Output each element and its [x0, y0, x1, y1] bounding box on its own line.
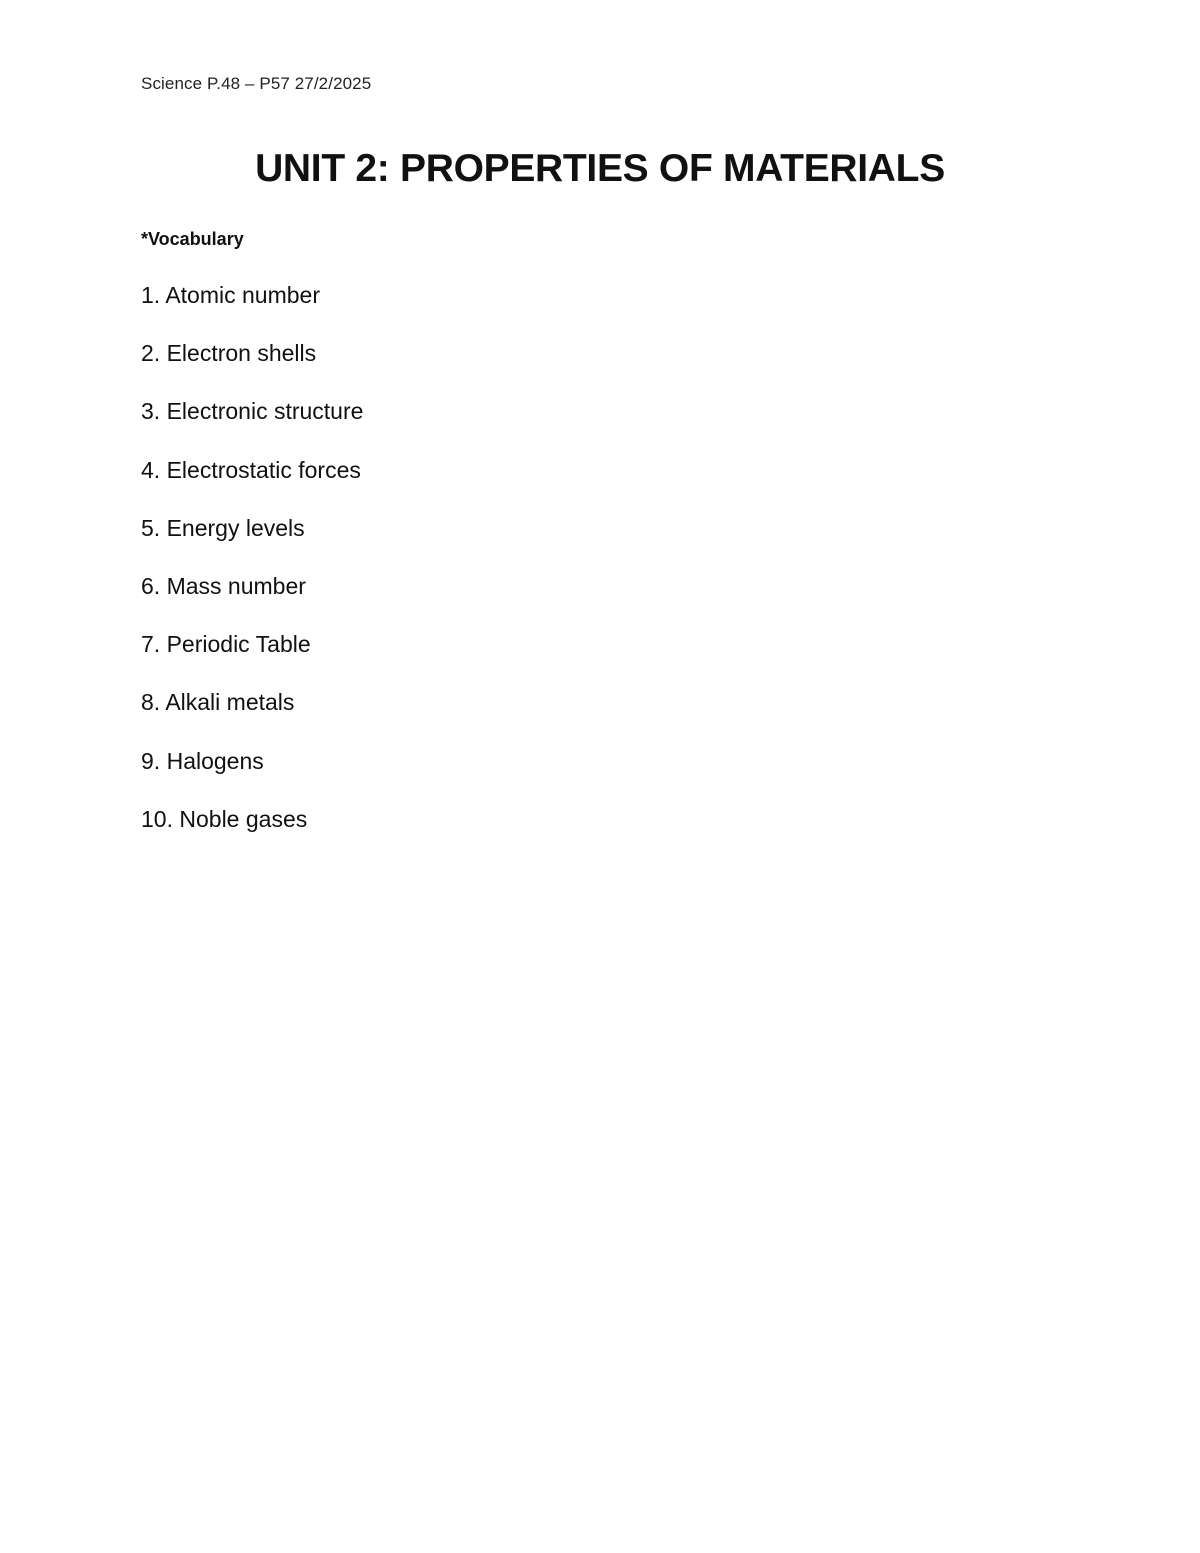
vocabulary-item	[141, 456, 363, 514]
page-title: UNIT 2: PROPERTIES OF MATERIALS	[255, 147, 945, 190]
vocabulary-item	[141, 747, 363, 805]
item-term: Mass number	[166, 572, 306, 599]
item-term: Electrostatic forces	[166, 456, 361, 483]
item-number: 10.	[141, 805, 173, 832]
item-number: 3.	[141, 398, 161, 425]
item-term: Periodic Table	[166, 631, 311, 658]
vocabulary-item	[141, 688, 363, 746]
item-number: 6.	[141, 572, 161, 599]
item-number: 7.	[141, 631, 161, 658]
vocabulary-item	[141, 339, 363, 397]
item-term: Atomic number	[165, 282, 320, 308]
vocabulary-item	[141, 514, 363, 572]
item-term: Noble gases	[179, 805, 308, 832]
vocabulary-item	[141, 281, 363, 339]
item-number: 4.	[141, 456, 161, 483]
item-term: Electronic structure	[166, 398, 364, 425]
item-term: Electron shells	[166, 340, 317, 367]
vocabulary-item	[141, 397, 363, 455]
vocabulary-item	[141, 572, 363, 630]
item-number: 8.	[141, 689, 161, 716]
item-number: 2.	[141, 340, 161, 367]
vocabulary-item	[141, 805, 363, 863]
item-number: 5.	[141, 514, 161, 541]
item-term: Halogens	[166, 747, 264, 774]
item-number: 9.	[141, 747, 161, 774]
item-term: Alkali metals	[165, 689, 295, 716]
vocabulary-list	[141, 281, 363, 863]
item-number: 1.	[141, 282, 161, 308]
vocabulary-item	[141, 630, 363, 688]
vocabulary-heading: *Vocabulary	[141, 229, 244, 249]
page-header: Science P.48 – P57 27/2/2025	[141, 74, 372, 93]
item-term: Energy levels	[166, 514, 305, 541]
